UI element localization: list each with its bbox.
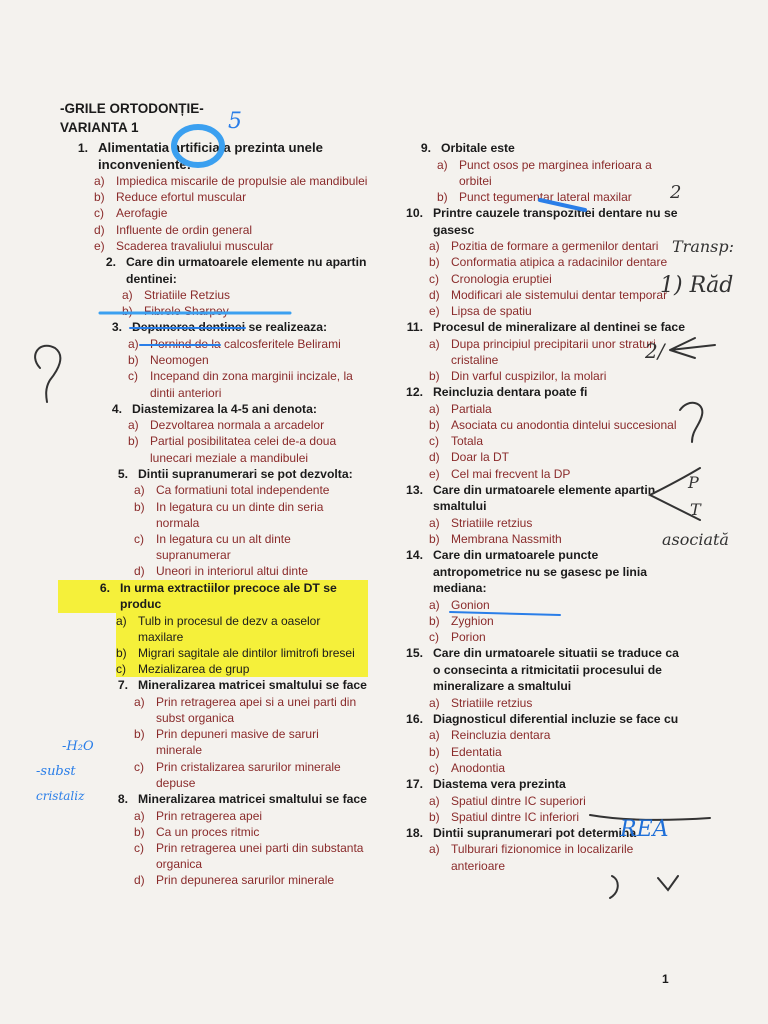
answer-text: Neomogen bbox=[150, 353, 209, 368]
question-header bbox=[385, 645, 685, 695]
note-q7c: cristaliz bbox=[36, 789, 85, 803]
answer-list bbox=[385, 597, 685, 646]
answer-list bbox=[385, 157, 685, 206]
answer-text: Edentatia bbox=[451, 744, 502, 759]
note-q12a: P bbox=[688, 473, 699, 492]
answer-letter: a) bbox=[429, 239, 440, 254]
answer-text: Gonion bbox=[451, 597, 490, 612]
right-column bbox=[385, 140, 685, 874]
question-header bbox=[385, 776, 685, 793]
answer-letter: c) bbox=[134, 759, 144, 774]
answer-letter: d) bbox=[134, 564, 145, 579]
answer-letter: b) bbox=[134, 824, 145, 839]
answer-letter: a) bbox=[116, 613, 138, 645]
answer-list bbox=[58, 613, 368, 678]
question-number: 17. bbox=[406, 777, 423, 792]
answer-text: Pozitia de formare a germenilor dentari bbox=[451, 239, 659, 254]
answer-letter: b) bbox=[429, 417, 440, 432]
question-text: Orbitale este bbox=[441, 141, 515, 155]
answer-list bbox=[385, 336, 685, 385]
question-header bbox=[385, 547, 685, 597]
answer-option bbox=[128, 433, 368, 465]
answer-text: Pornind de la calcosferitele Belirami bbox=[150, 336, 341, 351]
note-q7a: -H₂O bbox=[62, 739, 94, 754]
question-14 bbox=[385, 547, 685, 645]
answer-text: In legatura cu un dinte din seria normala bbox=[156, 499, 324, 530]
answer-list bbox=[58, 287, 368, 319]
answer-text: Reduce efortul muscular bbox=[116, 190, 247, 205]
question-number: 10. bbox=[406, 206, 423, 221]
question-text: Diastema vera prezinta bbox=[433, 777, 566, 792]
answer-letter: a) bbox=[429, 515, 440, 530]
answer-text: Partiala bbox=[451, 401, 492, 416]
note-circle: 5 bbox=[228, 109, 242, 134]
note-q12b: T bbox=[690, 500, 701, 519]
question-text: Care din urmatoarele elemente nu apartin dentinei: bbox=[126, 255, 367, 286]
question-number: 3. bbox=[111, 320, 122, 335]
answer-text: Striatiile retzius bbox=[451, 695, 533, 710]
answer-option bbox=[429, 793, 685, 809]
answer-letter: d) bbox=[429, 287, 440, 302]
answer-letter: b) bbox=[94, 190, 105, 205]
answer-letter: b) bbox=[429, 255, 440, 270]
answer-letter: a) bbox=[94, 174, 105, 188]
answer-option bbox=[429, 515, 685, 531]
note-q10a: Transp: bbox=[672, 237, 735, 256]
answer-text: Conformatia atipica a radacinilor dentare bbox=[451, 255, 668, 270]
question-header bbox=[385, 384, 685, 401]
answer-text: Influente de ordin general bbox=[116, 222, 253, 237]
question-number: 12. bbox=[406, 385, 423, 400]
answer-option bbox=[429, 466, 685, 482]
question-mark-icon bbox=[35, 346, 60, 402]
answer-text: Prin depuneri masive de saruri minerale bbox=[156, 727, 319, 758]
answer-letter: e) bbox=[94, 238, 105, 253]
answer-option bbox=[429, 303, 685, 319]
question-number: 14. bbox=[406, 548, 423, 563]
answer-letter: e) bbox=[429, 466, 440, 481]
question-header bbox=[58, 466, 368, 483]
answer-letter: a) bbox=[134, 694, 145, 709]
question-8 bbox=[58, 791, 368, 889]
answer-option bbox=[429, 531, 685, 547]
answer-text: Striatiile Retzius bbox=[144, 288, 231, 303]
answer-text: Prin cristalizarea sarurilor minerale depuse bbox=[156, 759, 341, 790]
answer-text: Lipsa de spatiu bbox=[451, 303, 532, 318]
question-10 bbox=[385, 205, 685, 319]
answer-letter: b) bbox=[128, 434, 139, 449]
answer-text: In legatura cu un alt dinte supranumerar bbox=[156, 531, 291, 563]
question-text: Care din urmatoarele situatii se traduce ca o consecinta a ritmicitatii procesului de mineralizare a smaltului bbox=[433, 646, 679, 694]
answer-option bbox=[134, 531, 368, 563]
question-9 bbox=[385, 140, 685, 205]
answer-letter: b) bbox=[134, 727, 145, 742]
answer-letter: c) bbox=[134, 841, 144, 855]
answer-letter: b) bbox=[429, 744, 440, 759]
answer-option bbox=[134, 840, 368, 872]
answer-list bbox=[58, 808, 368, 889]
note-q10b: 1) Răd bbox=[660, 273, 734, 298]
answer-option bbox=[134, 499, 368, 531]
answer-option bbox=[429, 597, 685, 613]
answer-text: Dezvoltarea normala a arcadelor bbox=[150, 418, 325, 433]
answer-letter: c) bbox=[116, 661, 138, 677]
note-q12c: asociată bbox=[662, 530, 729, 549]
answer-letter: c) bbox=[429, 760, 439, 775]
answer-option bbox=[116, 661, 368, 677]
answer-text: Prin retragerea unei parti din substanta organica bbox=[156, 841, 364, 872]
document-header bbox=[60, 99, 204, 137]
answer-option bbox=[134, 759, 368, 791]
answer-option bbox=[134, 694, 368, 726]
answer-text: Migrari sagitale ale dintilor limitrofi bresei bbox=[138, 645, 368, 661]
answer-option bbox=[429, 368, 685, 384]
answer-option bbox=[429, 629, 685, 645]
question-header bbox=[385, 482, 685, 515]
answer-option bbox=[134, 726, 368, 758]
question-4 bbox=[58, 401, 368, 466]
question-text: In urma extractiilor precoce ale DT se produc bbox=[120, 580, 368, 613]
answer-option bbox=[134, 824, 368, 840]
answer-option bbox=[94, 238, 368, 254]
answer-option bbox=[128, 417, 368, 433]
answer-option bbox=[134, 808, 368, 824]
answer-text: Tulb in procesul de dezv a oaselor maxilare bbox=[138, 613, 368, 645]
answer-letter: a) bbox=[429, 842, 440, 857]
answer-text: Membrana Nassmith bbox=[451, 531, 562, 546]
question-header bbox=[58, 319, 368, 336]
check-icon-2 bbox=[610, 876, 618, 898]
answer-letter: c) bbox=[429, 434, 439, 449]
question-text: Depunerea dentinei se realizeaza: bbox=[132, 320, 328, 335]
question-header bbox=[385, 319, 685, 336]
answer-letter: a) bbox=[429, 695, 440, 710]
answer-letter: b) bbox=[437, 189, 448, 204]
question-header bbox=[58, 677, 368, 694]
answer-option bbox=[94, 189, 368, 205]
answer-text: Prin retragerea apei bbox=[156, 808, 263, 823]
question-12 bbox=[385, 384, 685, 482]
question-text: Dintii supranumerari pot determina bbox=[433, 825, 637, 840]
question-6 bbox=[58, 580, 368, 678]
answer-text: Aerofagie bbox=[116, 206, 168, 221]
question-header bbox=[58, 580, 368, 613]
header-variant: VARIANTA 1 bbox=[60, 120, 139, 135]
answer-letter: b) bbox=[134, 499, 145, 514]
question-text: Care din urmatoarele elemente apartin smaltului bbox=[433, 482, 656, 514]
answer-option bbox=[134, 482, 368, 498]
question-header bbox=[58, 254, 368, 287]
answer-letter: b) bbox=[429, 369, 440, 384]
answer-option bbox=[116, 613, 368, 645]
answer-list bbox=[385, 841, 685, 873]
note-q7b: -subst bbox=[36, 764, 76, 779]
answer-letter: a) bbox=[134, 808, 145, 823]
left-column bbox=[58, 140, 368, 889]
answer-text: Uneori in interiorul altui dinte bbox=[156, 564, 309, 579]
answer-option bbox=[429, 254, 685, 270]
answer-list bbox=[58, 336, 368, 401]
answer-text: Striatiile retzius bbox=[451, 515, 533, 530]
question-number: 15. bbox=[406, 646, 423, 661]
answer-option bbox=[122, 303, 368, 319]
answer-letter: a) bbox=[429, 336, 440, 351]
answer-list bbox=[385, 695, 685, 711]
answer-text: Incepand din zona marginii incizale, la dintii anteriori bbox=[150, 369, 353, 400]
answer-list bbox=[385, 727, 685, 776]
answer-option bbox=[429, 401, 685, 417]
answer-text: Prin depunerea sarurilor minerale bbox=[156, 873, 335, 888]
answer-text: Punct osos pe marginea inferioara a orbitei bbox=[459, 157, 652, 188]
question-text: Care din urmatoarele puncte antropometrice nu se gasesc pe linia mediana: bbox=[433, 548, 648, 596]
answer-option bbox=[429, 336, 685, 368]
question-number: 1. bbox=[77, 141, 88, 155]
answer-text: Ca formatiuni total independente bbox=[156, 483, 330, 498]
answer-text: Prin retragerea apei si a unei parti din subst organica bbox=[156, 694, 357, 726]
answer-option bbox=[429, 760, 685, 776]
answer-option bbox=[437, 189, 685, 205]
question-15 bbox=[385, 645, 685, 711]
header-title: -GRILE ORTODONȚIE- bbox=[60, 101, 204, 116]
question-number: 16. bbox=[406, 711, 423, 726]
question-header bbox=[385, 205, 685, 238]
answer-text: Punct tegumentar lateral maxilar bbox=[459, 189, 632, 204]
question-number: 2. bbox=[105, 255, 116, 270]
answer-text: Din varful cuspizilor, la molari bbox=[451, 369, 607, 384]
question-number: 4. bbox=[111, 401, 122, 416]
answer-text: Cronologia eruptiei bbox=[451, 271, 552, 286]
answer-text: Asociata cu anodontia dintelui succesional bbox=[451, 417, 677, 432]
question-text: Diastemizarea la 4-5 ani denota: bbox=[132, 401, 317, 416]
question-11 bbox=[385, 319, 685, 384]
answer-letter: a) bbox=[429, 793, 440, 808]
note-q10c: 2/ bbox=[645, 339, 665, 363]
answer-option bbox=[116, 645, 368, 661]
answer-option bbox=[128, 368, 368, 400]
question-18 bbox=[385, 825, 685, 874]
answer-text: Partial posibilitatea celei de-a doua lunecari meziale a mandibulei bbox=[150, 434, 337, 465]
question-header bbox=[58, 791, 368, 808]
answer-list bbox=[385, 401, 685, 482]
answer-letter: c) bbox=[94, 206, 104, 221]
answer-letter: b) bbox=[128, 353, 139, 368]
answer-letter: d) bbox=[429, 450, 440, 465]
question-number: 13. bbox=[406, 482, 423, 497]
question-number: 6. bbox=[58, 580, 120, 613]
answer-letter: c) bbox=[128, 369, 138, 384]
answer-text: Ca un proces ritmic bbox=[156, 824, 260, 839]
answer-letter: b) bbox=[429, 531, 440, 546]
answer-text: Fibrele Sharpey bbox=[144, 304, 229, 319]
question-header bbox=[385, 711, 685, 728]
answer-text: Modificari ale sistemului dentar temporar bbox=[451, 287, 668, 302]
answer-text: Spatiul dintre IC superiori bbox=[451, 793, 586, 808]
question-13 bbox=[385, 482, 685, 547]
question-text: Procesul de mineralizare al dentinei se face bbox=[433, 320, 685, 335]
answer-option bbox=[134, 563, 368, 579]
answer-letter: e) bbox=[429, 303, 440, 318]
answer-letter: a) bbox=[429, 401, 440, 416]
answer-list bbox=[385, 793, 685, 825]
answer-letter: d) bbox=[94, 222, 105, 237]
answer-option bbox=[128, 352, 368, 368]
question-header bbox=[385, 140, 685, 157]
note-q16: REA bbox=[620, 817, 669, 842]
answer-letter: a) bbox=[128, 418, 139, 433]
question-5 bbox=[58, 466, 368, 580]
question-3 bbox=[58, 319, 368, 400]
answer-text: Doar la DT bbox=[451, 450, 510, 465]
answer-letter: a) bbox=[429, 597, 440, 612]
question-header bbox=[58, 401, 368, 418]
answer-letter: c) bbox=[134, 531, 144, 546]
answer-option bbox=[429, 841, 685, 873]
answer-option bbox=[429, 433, 685, 449]
question-header bbox=[58, 140, 368, 173]
answer-letter: b) bbox=[429, 809, 440, 824]
answer-letter: b) bbox=[429, 613, 440, 628]
answer-text: Dupa principiul precipitarii unor straturi cristaline bbox=[451, 336, 656, 367]
answer-option bbox=[429, 417, 685, 433]
question-text: Mineralizarea matricei smaltului se face bbox=[138, 792, 367, 807]
answer-text: Mezializarea de grup bbox=[138, 661, 368, 677]
question-17 bbox=[385, 776, 685, 825]
question-2 bbox=[58, 254, 368, 319]
question-16 bbox=[385, 711, 685, 776]
answer-text: Scaderea travaliului muscular bbox=[116, 238, 274, 253]
question-text: Mineralizarea matricei smaltului se face bbox=[138, 678, 367, 693]
answer-option bbox=[437, 157, 685, 189]
answer-option bbox=[429, 727, 685, 743]
answer-list bbox=[58, 173, 368, 254]
answer-option bbox=[429, 809, 685, 825]
answer-option bbox=[94, 173, 368, 189]
question-number: 9. bbox=[420, 141, 431, 155]
answer-option bbox=[122, 287, 368, 303]
note-q9: 2 bbox=[670, 182, 682, 203]
answer-text: Zyghion bbox=[451, 613, 494, 628]
answer-option bbox=[128, 336, 368, 352]
answer-option bbox=[429, 613, 685, 629]
question-1 bbox=[58, 140, 368, 254]
answer-option bbox=[94, 205, 368, 221]
question-text: Printre cauzele transpozitiei dentare nu se gasesc bbox=[433, 206, 678, 237]
question-header bbox=[385, 825, 685, 842]
answer-text: Totala bbox=[451, 434, 484, 449]
answer-text: Reincluzia dentara bbox=[451, 728, 551, 743]
answer-letter: a) bbox=[128, 336, 139, 351]
answer-letter: a) bbox=[134, 483, 145, 498]
answer-letter: c) bbox=[429, 630, 439, 645]
question-number: 11. bbox=[406, 320, 423, 335]
question-text: Diagnosticul diferential incluzie se face cu bbox=[433, 711, 679, 726]
answer-option bbox=[429, 695, 685, 711]
answer-text: Anodontia bbox=[451, 760, 506, 775]
answer-text: Porion bbox=[451, 630, 486, 645]
question-text: Reincluzia dentara poate fi bbox=[433, 385, 588, 400]
answer-option bbox=[429, 271, 685, 287]
answer-letter: b) bbox=[116, 645, 138, 661]
answer-letter: a) bbox=[429, 728, 440, 743]
answer-letter: a) bbox=[122, 288, 133, 303]
answer-list bbox=[385, 238, 685, 319]
answer-list bbox=[385, 515, 685, 547]
answer-letter: d) bbox=[134, 873, 145, 888]
answer-option bbox=[94, 222, 368, 238]
question-number: 5. bbox=[117, 466, 128, 481]
answer-letter: c) bbox=[429, 271, 439, 286]
question-number: 18. bbox=[406, 825, 423, 840]
answer-letter: b) bbox=[122, 304, 133, 319]
answer-text: Cel mai frecvent la DP bbox=[451, 466, 571, 481]
answer-text: Spatiul dintre IC inferiori bbox=[451, 809, 580, 824]
answer-text: Tulburari fizionomice in localizarile anterioare bbox=[451, 842, 634, 873]
check-icon bbox=[658, 876, 678, 890]
question-text: Dintii supranumerari se pot dezvolta: bbox=[138, 466, 353, 481]
answer-option bbox=[429, 287, 685, 303]
answer-option bbox=[429, 238, 685, 254]
page-number: 1 bbox=[662, 972, 669, 986]
question-text: Alimentatia artificiala prezinta unele inconveniente: bbox=[98, 140, 323, 172]
answer-list bbox=[58, 482, 368, 579]
answer-option bbox=[134, 872, 368, 888]
answer-option bbox=[429, 449, 685, 465]
answer-letter: a) bbox=[437, 157, 448, 172]
answer-list bbox=[58, 417, 368, 466]
question-number: 8. bbox=[117, 792, 128, 807]
question-number: 7. bbox=[117, 678, 128, 693]
question-7 bbox=[58, 677, 368, 791]
answer-list bbox=[58, 694, 368, 791]
answer-option bbox=[429, 744, 685, 760]
answer-text: Impiedica miscarile de propulsie ale mandibulei bbox=[116, 174, 368, 188]
